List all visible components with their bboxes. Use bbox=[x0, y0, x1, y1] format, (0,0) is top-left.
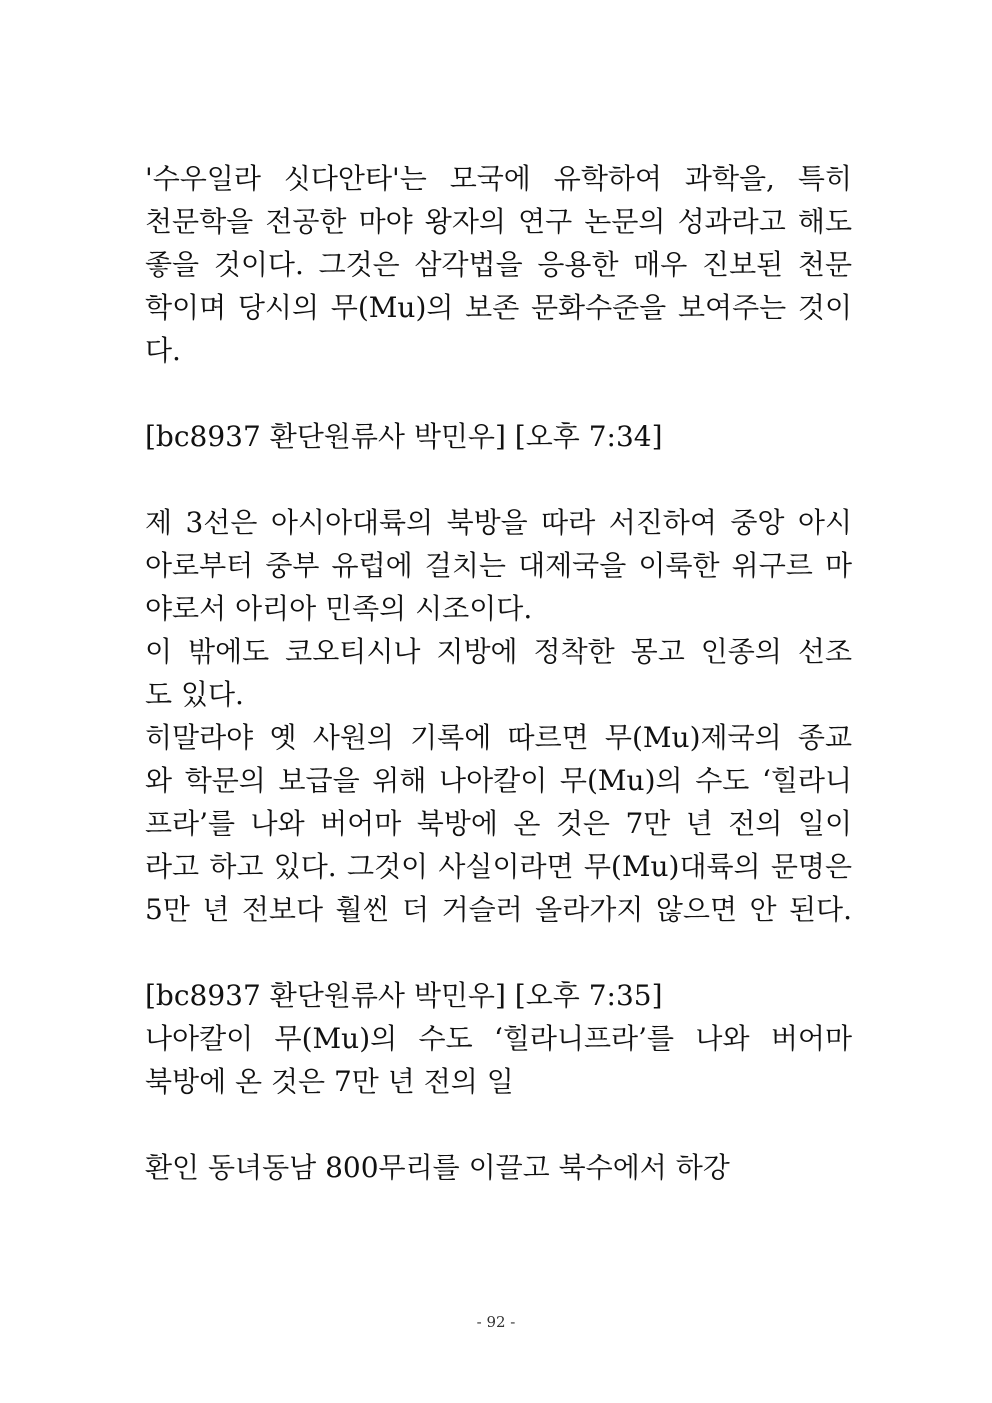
paragraph-third-line bbox=[145, 501, 852, 931]
text-line: 도 있다. bbox=[145, 678, 244, 711]
paragraph-naakal bbox=[145, 1017, 852, 1103]
text-line: 천문학을 전공한 마야 왕자의 연구 논문의 성과라고 해도 bbox=[145, 205, 852, 238]
text-line: 히말라야 옛 사원의 기록에 따르면 무(Mu)제국의 종교 bbox=[145, 721, 852, 754]
text-line: 야로서 아리아 민족의 시조이다. bbox=[145, 592, 533, 625]
message-header: [bc8937 환단원류사 박민우] [오후 7:34] bbox=[145, 420, 663, 453]
paragraph-hwanin bbox=[145, 1146, 852, 1189]
text-line: 제 3선은 아시아대륙의 북방을 따라 서진하여 중앙 아시 bbox=[145, 506, 852, 539]
text-line: '수우일라 싯다안타'는 모국에 유학하여 과학을, 특히 bbox=[145, 162, 852, 195]
text-line: 5만 년 전보다 훨씬 더 거슬러 올라가지 않으면 안 된다. bbox=[145, 893, 852, 926]
text-line: 나아칼이 무(Mu)의 수도 ‘힐라니프라’를 나와 버어마 bbox=[145, 1022, 852, 1055]
page-body bbox=[145, 157, 852, 1189]
blank-line bbox=[145, 931, 852, 974]
text-line: 환인 동녀동남 800무리를 이끌고 북수에서 하강 bbox=[145, 1151, 730, 1184]
text-line: 다. bbox=[145, 334, 181, 367]
blank-line bbox=[145, 458, 852, 501]
text-line: 학이며 당시의 무(Mu)의 보존 문화수준을 보여주는 것이 bbox=[145, 291, 852, 324]
page-number: - 92 - bbox=[476, 1313, 516, 1331]
text-line: 북방에 온 것은 7만 년 전의 일 bbox=[145, 1065, 514, 1098]
blank-line bbox=[145, 372, 852, 415]
text-line: 프라’를 나와 버어마 북방에 온 것은 7만 년 전의 일이 bbox=[145, 807, 852, 840]
text-line: 이 밖에도 코오티시나 지방에 정착한 몽고 인종의 선조 bbox=[145, 635, 852, 668]
text-line: 와 학문의 보급을 위해 나아칼이 무(Mu)의 수도 ‘힐라니 bbox=[145, 764, 852, 797]
blank-line bbox=[145, 1103, 852, 1146]
text-line: 좋을 것이다. 그것은 삼각법을 응용한 매우 진보된 천문 bbox=[145, 248, 852, 281]
text-line: 아로부터 중부 유럽에 걸치는 대제국을 이룩한 위구르 마 bbox=[145, 549, 852, 582]
message-header: [bc8937 환단원류사 박민우] [오후 7:35] bbox=[145, 979, 663, 1012]
text-line: 라고 하고 있다. 그것이 사실이라면 무(Mu)대륙의 문명은 bbox=[145, 850, 852, 883]
paragraph-suwoola bbox=[145, 157, 852, 372]
